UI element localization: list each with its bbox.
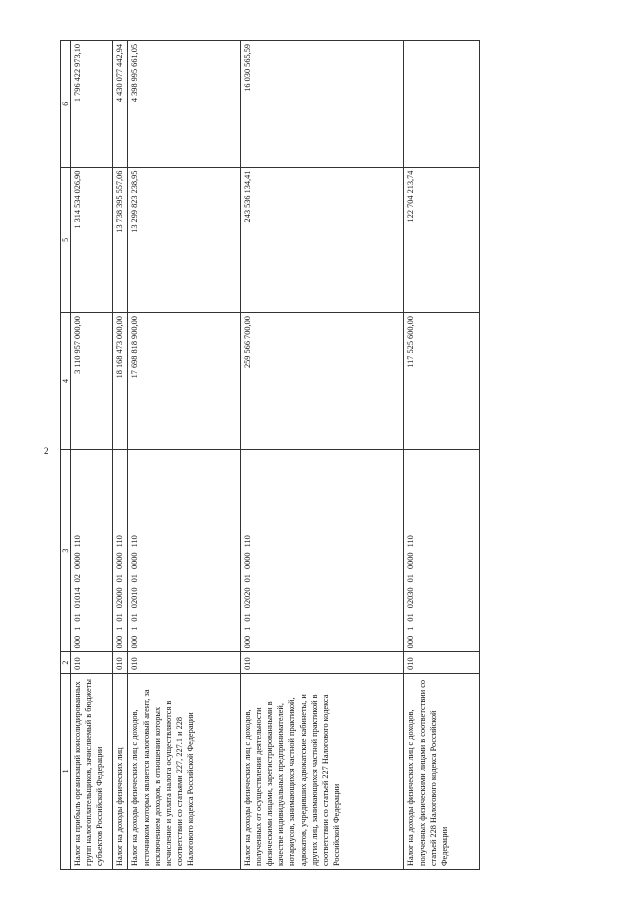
row-line-code: 010 — [113, 652, 128, 674]
rotated-table — [60, 40, 480, 870]
table-row — [404, 41, 480, 870]
row-budget-code: 000 1 01 01014 02 0000 110 — [71, 449, 113, 652]
row-remaining-amount — [404, 41, 480, 168]
table-row — [113, 41, 128, 870]
table-row — [240, 41, 404, 870]
row-line-code: 010 — [404, 652, 480, 674]
row-name: Налог на доходы физических лиц — [113, 673, 128, 869]
row-remaining-amount: 1 796 422 973,10 — [71, 41, 113, 168]
row-executed-amount: 122 704 213,74 — [404, 167, 480, 313]
row-budget-code: 000 1 01 02030 01 0000 110 — [404, 449, 480, 652]
row-name: Налог на прибыль организаций консолидированных групп налогоплательщиков, зачисляемый в бюджеты субъектов Российской Федерации — [71, 673, 113, 869]
row-name: Налог на доходы физических лиц с доходов, полученных физическими лицами в соответствии со статьей 228 Налогового кодекса Российской Федерации — [404, 673, 480, 869]
row-budget-code: 000 1 01 02000 01 0000 110 — [113, 449, 128, 652]
table-row — [128, 41, 240, 870]
row-remaining-amount: 4 398 995 661,05 — [128, 41, 240, 168]
header-col-3: 3 — [61, 449, 71, 652]
row-budget-code: 000 1 01 02020 01 0000 110 — [240, 449, 404, 652]
row-name: Налог на доходы физических лиц с доходов, источником которых является налоговый агент, за исключением доходов, в отношении которых исчисление и уплата налога осуществляются в соответствии со статьями 227, 227.1 и 228 Налогового кодекса Российской Федерации — [128, 673, 240, 869]
row-executed-amount: 13 738 395 557,06 — [113, 167, 128, 313]
budget-income-table — [60, 40, 480, 870]
budget-table-container — [60, 40, 480, 870]
row-name: Налог на доходы физических лиц с доходов, полученных от осуществления деятельности физическими лицами, зарегистрированными в качестве индивидуальных предпринимателей, нотариусов, занимающихся частной практикой, адвокатов, учредивших адвокатские кабинеты, и других лиц, занимающихся частной практикой в соответствии со статьей 227 Налогового кодекса Российской Федерации — [240, 673, 404, 869]
row-approved-amount: 17 698 818 900,00 — [128, 313, 240, 450]
row-approved-amount: 117 525 600,00 — [404, 313, 480, 450]
page-number: 2 — [44, 446, 49, 456]
row-executed-amount: 1 314 534 026,90 — [71, 167, 113, 313]
row-approved-amount: 259 566 700,00 — [240, 313, 404, 450]
row-approved-amount: 3 110 957 000,00 — [71, 313, 113, 450]
row-executed-amount: 243 536 134,41 — [240, 167, 404, 313]
row-budget-code: 000 1 01 02010 01 0000 110 — [128, 449, 240, 652]
table-row — [71, 41, 113, 870]
row-remaining-amount: 4 430 077 442,94 — [113, 41, 128, 168]
header-col-6: 6 — [61, 41, 71, 168]
row-executed-amount: 13 299 823 238,95 — [128, 167, 240, 313]
header-row — [61, 41, 71, 870]
header-col-1: 1 — [61, 673, 71, 869]
row-remaining-amount: 16 030 565,59 — [240, 41, 404, 168]
row-line-code: 010 — [128, 652, 240, 674]
row-approved-amount: 18 168 473 000,00 — [113, 313, 128, 450]
row-line-code: 010 — [71, 652, 113, 674]
header-col-4: 4 — [61, 313, 71, 450]
header-col-2: 2 — [61, 652, 71, 674]
row-line-code: 010 — [240, 652, 404, 674]
header-col-5: 5 — [61, 167, 71, 313]
